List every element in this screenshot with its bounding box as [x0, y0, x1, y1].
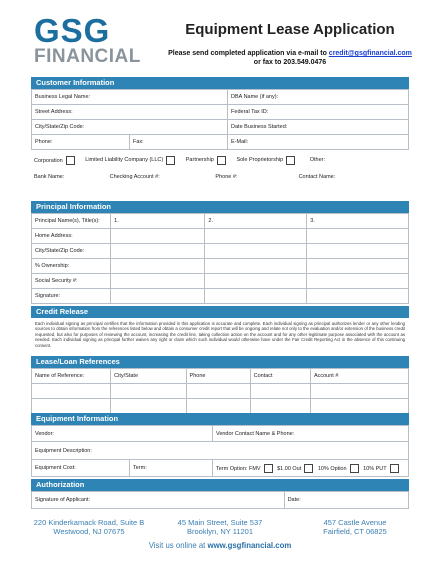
vendor-label: Vendor: [35, 430, 54, 437]
date-business-started-label: Date Business Started: [231, 124, 288, 130]
equipment-information-section [31, 413, 409, 477]
principal-1-field[interactable] [111, 214, 205, 229]
principal-3-number: 3. [310, 218, 315, 224]
bank-name-label: Bank Name: [34, 173, 65, 180]
corporation-label: Corporation [34, 157, 63, 164]
email-label: E-Mail: [231, 139, 249, 145]
ownership-label: % Ownership: [32, 259, 111, 274]
bank-phone-field[interactable] [212, 169, 295, 184]
fmv-checkbox[interactable] [264, 464, 273, 473]
equipment-cost-label: Equipment Cost: [35, 465, 76, 471]
reference-1-city-cell[interactable] [111, 384, 186, 399]
reference-2-name-cell[interactable] [32, 399, 111, 414]
footer-address-fairfield [300, 518, 410, 536]
signature-label: Signature: [32, 289, 111, 304]
fax-text: or fax to 203.549.0476 [253, 59, 327, 66]
checking-account-label: Checking Account #: [109, 173, 160, 180]
vendor-contact-field[interactable] [212, 426, 408, 442]
reference-1-account-cell[interactable] [310, 384, 408, 399]
footer-address-westwood [24, 518, 154, 536]
principal-information-heading: Principal Information [31, 201, 409, 213]
principal-names-label: Principal Name(s), Title(s): [32, 214, 111, 229]
corporation-checkbox[interactable] [66, 156, 75, 165]
ssn-3-field[interactable] [307, 274, 409, 289]
address-line: 457 Castle Avenue [323, 518, 387, 527]
credit-release-section [31, 306, 409, 348]
ownership-1-field[interactable] [111, 259, 205, 274]
reference-1-phone-cell[interactable] [186, 384, 250, 399]
phone-label: Phone: [35, 139, 53, 145]
equipment-cost-field[interactable] [32, 460, 130, 477]
reference-2-phone-cell[interactable] [186, 399, 250, 414]
principal-2-number: 2. [208, 218, 213, 224]
date-business-started-field[interactable] [228, 120, 409, 135]
principal-2-field[interactable] [205, 214, 307, 229]
street-address-field[interactable] [32, 105, 228, 120]
federal-tax-id-label: Federal Tax ID: [231, 109, 269, 115]
authorization-table [31, 491, 409, 509]
lease-loan-references-section [31, 356, 409, 414]
bank-contact-label: Contact Name: [298, 173, 336, 180]
address-line: 45 Main Street, Suite 537 [177, 518, 263, 527]
reference-2-account-cell[interactable] [310, 399, 408, 414]
email-link[interactable]: credit@gsgfinancial.com [328, 50, 412, 57]
ownership-3-field[interactable] [307, 259, 409, 274]
reference-city-header: City/State [111, 369, 186, 384]
other-label: Other: [309, 157, 326, 164]
llc-label: Limited Liability Company (LLC) [85, 157, 164, 164]
entity-type-row [31, 151, 409, 169]
business-legal-name-label: Business Legal Name: [35, 94, 91, 100]
equipment-description-field[interactable] [32, 442, 409, 460]
address-line: Brooklyn, NY 11201 [186, 527, 253, 536]
authorization-section [31, 479, 409, 509]
signature-2-field[interactable] [205, 289, 307, 304]
dba-name-field[interactable] [228, 90, 409, 105]
equipment-information-heading: Equipment Information [31, 413, 409, 425]
logo-gsg-text: GSG [34, 12, 111, 49]
footer-visit-line [0, 541, 440, 550]
logo-financial-text: FINANCIAL [34, 46, 141, 67]
company-logo [34, 12, 141, 68]
principal-city-label: City/State/Zip Code: [32, 244, 111, 259]
credit-release-text: Each individual signing as principal certifies that the information provided in this application is accurate and complete. Each individual signing as principal authorizes lender or any other lending sources to obtain information from the references listed below and obtain a consumer credit report that will be ongoing and relate not only to the evaluation and/or extension of the business credit requested, but also for purposes of reviewing the account, increasing the credit line, taking collection action on the account and for any other legitimate purpose associated with the account as needed. Each individual signing as principal further waives any right or claim which such individual would otherwise have under the Fair Credit Reporting Act in the absence of this continuing consent. [35, 321, 405, 348]
customer-information-table [31, 89, 409, 150]
reference-name-header: Name of Reference: [32, 369, 111, 384]
federal-tax-id-field[interactable] [228, 105, 409, 120]
city-state-zip-label: City/State/Zip Code: [35, 124, 85, 130]
partnership-checkbox[interactable] [217, 156, 226, 165]
home-address-2-field[interactable] [205, 229, 307, 244]
signature-3-field[interactable] [307, 289, 409, 304]
one-dollar-out-checkbox[interactable] [304, 464, 313, 473]
term-label: Term: [133, 465, 147, 471]
lease-loan-references-heading: Lease/Loan References [31, 356, 409, 368]
equipment-information-table [31, 425, 409, 477]
home-address-1-field[interactable] [111, 229, 205, 244]
references-table [31, 368, 409, 414]
authorization-heading: Authorization [31, 479, 409, 491]
table-row [32, 384, 409, 399]
bank-name-field[interactable] [31, 169, 107, 184]
principal-city-3-field[interactable] [307, 244, 409, 259]
reference-1-name-cell[interactable] [32, 384, 111, 399]
sole-proprietorship-label: Sole Proprietorship [236, 157, 284, 164]
date-label: Date: [287, 497, 301, 503]
submission-instructions [150, 49, 430, 67]
email-field[interactable] [228, 135, 409, 150]
home-address-3-field[interactable] [307, 229, 409, 244]
table-row [32, 399, 409, 414]
instructions-text: Please send completed application via e-mail to [168, 50, 329, 57]
website-link[interactable]: www.gsgfinancial.com [207, 541, 292, 550]
ten-percent-put-checkbox[interactable] [390, 464, 399, 473]
ssn-1-field[interactable] [111, 274, 205, 289]
principal-information-table [31, 213, 409, 304]
vendor-contact-label: Vendor Contact Name & Phone: [215, 430, 295, 437]
vendor-field[interactable] [32, 426, 213, 442]
reference-phone-header: Phone [186, 369, 250, 384]
applicant-signature-field[interactable] [32, 492, 285, 509]
date-field[interactable] [284, 492, 408, 509]
bank-row [31, 169, 409, 184]
reference-account-header: Account # [310, 369, 408, 384]
address-line: Fairfield, CT 06825 [323, 527, 387, 536]
ssn-label: Social Security #: [32, 274, 111, 289]
reference-contact-header: Contact [250, 369, 310, 384]
checking-account-field[interactable] [107, 169, 213, 184]
address-line: Westwood, NJ 07675 [53, 527, 125, 536]
fax-field[interactable] [130, 135, 228, 150]
ten-percent-put-label: 10% PUT [363, 465, 387, 472]
ten-percent-option-checkbox[interactable] [350, 464, 359, 473]
credit-release-heading: Credit Release [31, 306, 409, 318]
home-address-label: Home Address: [32, 229, 111, 244]
dba-name-label: DBA Name (if any): [231, 94, 279, 100]
footer-address-brooklyn [160, 518, 280, 536]
partnership-label: Partnership [185, 157, 214, 164]
applicant-signature-label: Signature of Applicant: [35, 497, 91, 503]
reference-2-city-cell[interactable] [111, 399, 186, 414]
llc-checkbox[interactable] [166, 156, 175, 165]
term-option-field [212, 460, 408, 477]
street-address-label: Street Address: [35, 109, 73, 115]
principal-1-number: 1. [114, 218, 119, 224]
business-legal-name-field[interactable] [32, 90, 228, 105]
address-line: 220 Kinderkamack Road, Suite B [33, 518, 145, 527]
ten-percent-option-label: 10% Option [317, 465, 347, 472]
principal-information-section [31, 201, 409, 304]
ownership-2-field[interactable] [205, 259, 307, 274]
term-field[interactable] [130, 460, 213, 477]
customer-information-heading: Customer Information [31, 77, 409, 89]
principal-3-field[interactable] [307, 214, 409, 229]
fax-label: Fax: [133, 139, 144, 145]
ssn-2-field[interactable] [205, 274, 307, 289]
reference-1-contact-cell[interactable] [250, 384, 310, 399]
principal-city-2-field[interactable] [205, 244, 307, 259]
equipment-description-label: Equipment Description: [35, 447, 92, 454]
one-dollar-out-label: $1.00 Out [277, 465, 302, 472]
visit-text: Visit us online at [148, 541, 208, 550]
reference-2-contact-cell[interactable] [250, 399, 310, 414]
bank-phone-label: Phone #: [215, 173, 238, 180]
principal-city-1-field[interactable] [111, 244, 205, 259]
sole-proprietorship-checkbox[interactable] [286, 156, 295, 165]
city-state-zip-field[interactable] [32, 120, 228, 135]
signature-1-field[interactable] [111, 289, 205, 304]
bank-contact-field[interactable] [296, 169, 409, 184]
phone-field[interactable] [32, 135, 130, 150]
customer-information-section [31, 77, 409, 184]
page-title: Equipment Lease Application [185, 21, 395, 38]
term-option-fmv-label: Term Option: FMV [215, 465, 261, 472]
